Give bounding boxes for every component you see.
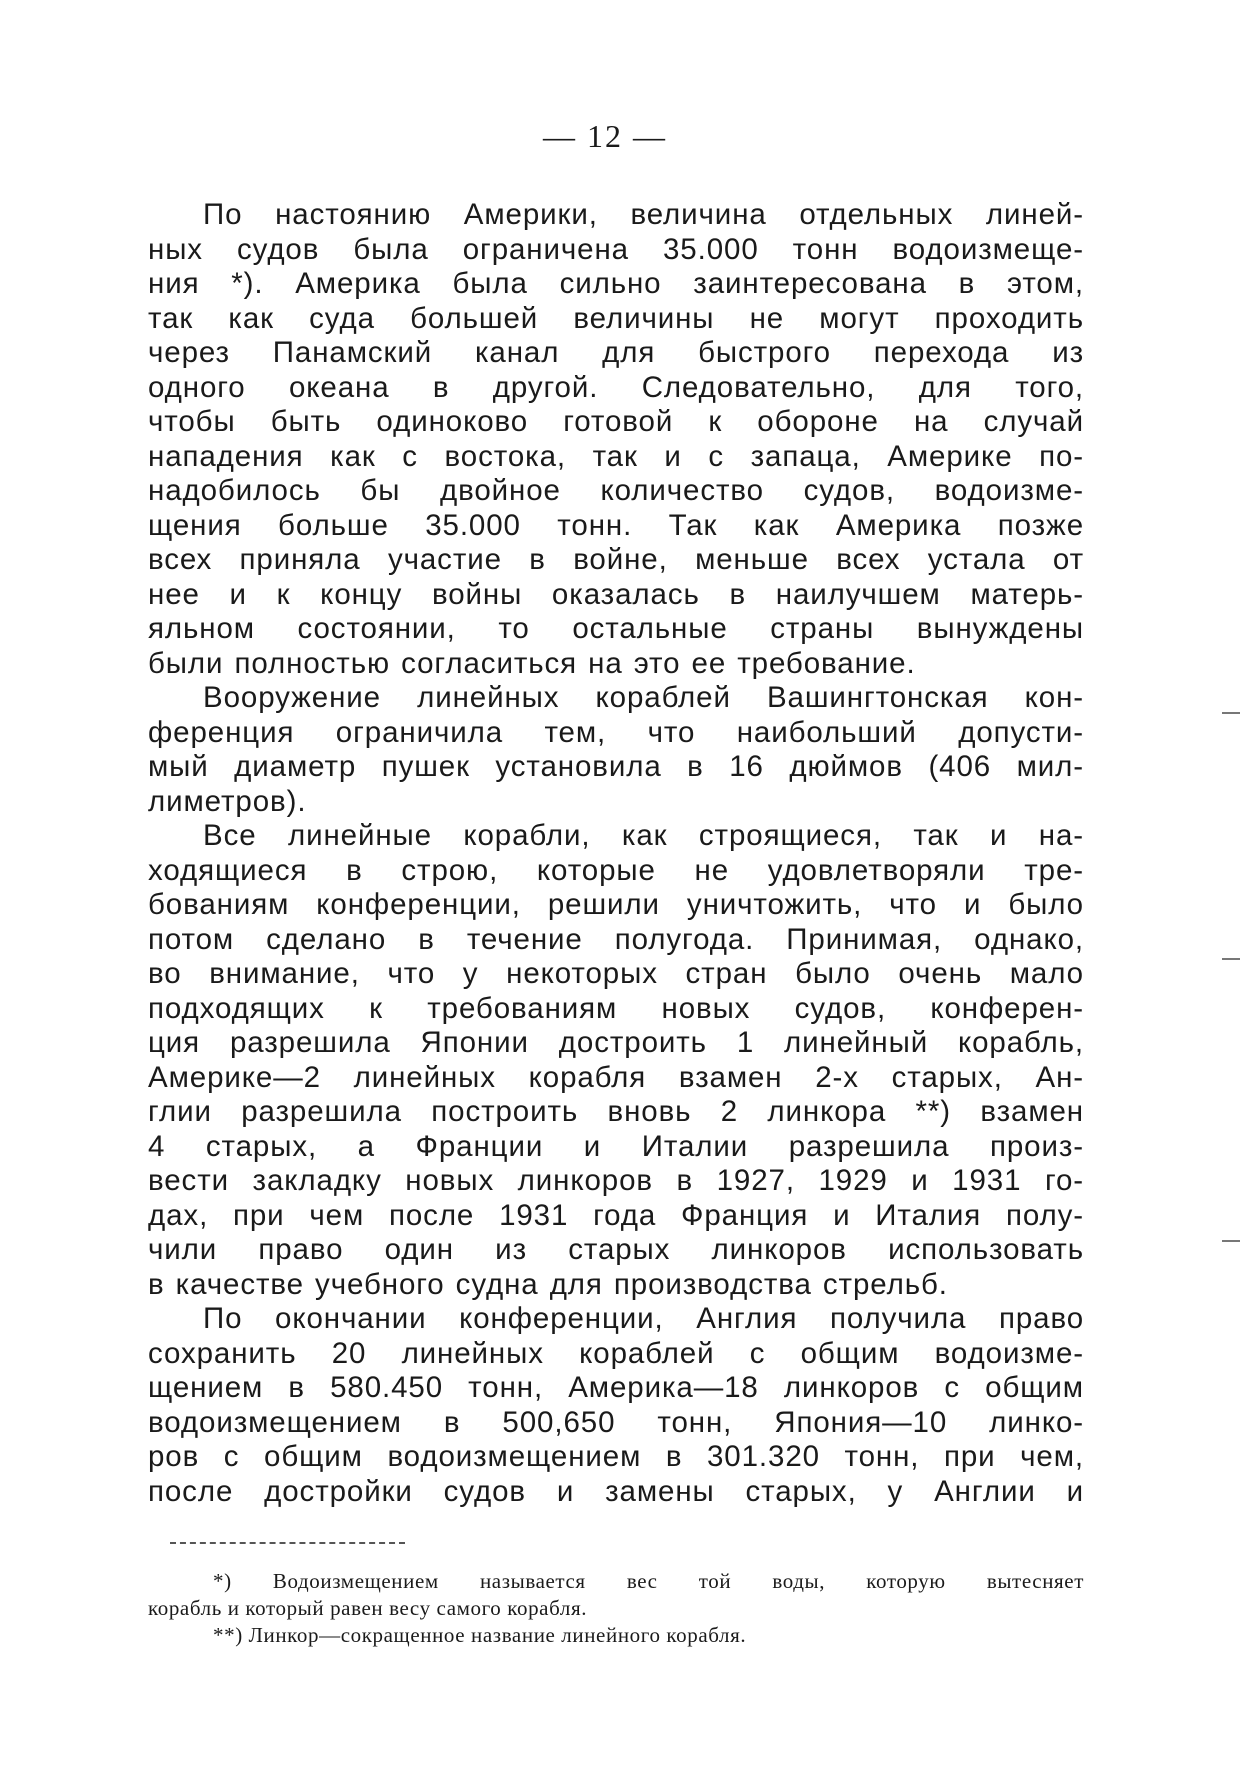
text-line: так как суда большей величины не могут проходить	[148, 301, 1084, 335]
text-line: чтобы быть одиноково готовой к обороне на случай	[148, 405, 1084, 438]
text-line: ния *). Америка была сильно заинтересована в этом,	[148, 267, 1084, 300]
text-line: в качестве учебного судна для производства стрельб.	[148, 1267, 948, 1301]
footnote-separator	[170, 1542, 405, 1544]
footnote	[148, 1568, 1084, 1622]
text-line: через Панамский канал для быстрого перехода из	[148, 336, 1084, 369]
text-line: Вооружение линейных кораблей Вашингтонская кон-	[203, 681, 1084, 714]
paragraph	[148, 198, 1084, 681]
text-line: щением в 580.450 тонн, Америка—18 линкоров с общим	[148, 1371, 1084, 1404]
text-line: дах, при чем после 1931 года Франция и Италия полу-	[148, 1198, 1084, 1232]
margin-mark	[1222, 958, 1240, 960]
footnote-line: *) Водоизмещением называется вес той воды, которую вытесняет	[213, 1569, 1084, 1593]
text-line: ция разрешила Японии достроить 1 линейный корабль,	[148, 1026, 1084, 1059]
body-text	[148, 198, 1084, 1509]
text-line: По окончании конференции, Англия получила право	[203, 1302, 1084, 1335]
text-line: По настоянию Америки, величина отдельных линей-	[203, 198, 1084, 231]
footnote	[148, 1622, 1084, 1649]
paragraph	[148, 1302, 1084, 1509]
text-line: щения больше 35.000 тонн. Так как Америка позже	[148, 508, 1084, 542]
text-line: 4 старых, а Франции и Италии разрешила произ-	[148, 1129, 1084, 1163]
text-line: лиметров).	[148, 784, 307, 818]
text-line: водоизмещением в 500,650 тонн, Япония—10 линко-	[148, 1405, 1084, 1439]
text-line: бованиям конференции, решили уничтожить, что и было	[148, 888, 1084, 921]
page-number: — 12 —	[543, 118, 667, 154]
footnote-line: корабль и который равен весу самого корабля.	[148, 1596, 588, 1620]
margin-mark	[1222, 1240, 1240, 1242]
text-line: Америке—2 линейных корабля взамен 2-х старых, Ан-	[148, 1060, 1084, 1094]
text-line: были полностью согласиться на это ее требование.	[148, 646, 916, 680]
text-line: яльном состоянии, то остальные страны вынуждены	[148, 612, 1084, 645]
text-line: ходящиеся в строю, которые не удовлетворяли тре-	[148, 853, 1084, 887]
footnote-line: **) Линкор—сокращенное название линейного корабля.	[213, 1623, 747, 1647]
text-line: вести закладку новых линкоров в 1927, 1929 и 1931 го-	[148, 1164, 1084, 1197]
text-line: ных судов была ограничена 35.000 тонн водоизмеще-	[148, 232, 1084, 266]
text-line: всех приняла участие в войне, меньше всех устала от	[148, 543, 1084, 576]
text-line: потом сделано в течение полугода. Принимая, однако,	[148, 922, 1084, 956]
text-line: ференция ограничила тем, что наибольший допусти-	[148, 715, 1084, 749]
text-line: нападения как с востока, так и с запаца, Америке по-	[148, 439, 1084, 473]
text-line: чили право один из старых линкоров использовать	[148, 1233, 1084, 1266]
text-line: во внимание, что у некоторых стран было очень мало	[148, 957, 1084, 990]
text-line: одного океана в другой. Следовательно, для того,	[148, 370, 1084, 404]
text-line: глии разрешила построить вновь 2 линкора **) взамен	[148, 1095, 1084, 1128]
footnotes	[148, 1568, 1084, 1649]
text-line: подходящих к требованиям новых судов, конферен-	[148, 991, 1084, 1025]
paragraph	[148, 819, 1084, 1302]
text-line: Все линейные корабли, как строящиеся, так и на-	[203, 819, 1084, 852]
text-line: после достройки судов и замены старых, у Англии и	[148, 1474, 1084, 1508]
margin-mark	[1222, 712, 1240, 714]
paragraph	[148, 681, 1084, 819]
text-line: ров с общим водоизмещением в 301.320 тонн, при чем,	[148, 1440, 1084, 1473]
text-line: надобилось бы двойное количество судов, водоизме-	[148, 474, 1084, 507]
text-line: мый диаметр пушек установила в 16 дюймов (406 мил-	[148, 750, 1084, 783]
text-line: нее и к концу войны оказалась в наилучшем матерь-	[148, 577, 1084, 611]
text-line: сохранить 20 линейных кораблей с общим водоизме-	[148, 1336, 1084, 1370]
